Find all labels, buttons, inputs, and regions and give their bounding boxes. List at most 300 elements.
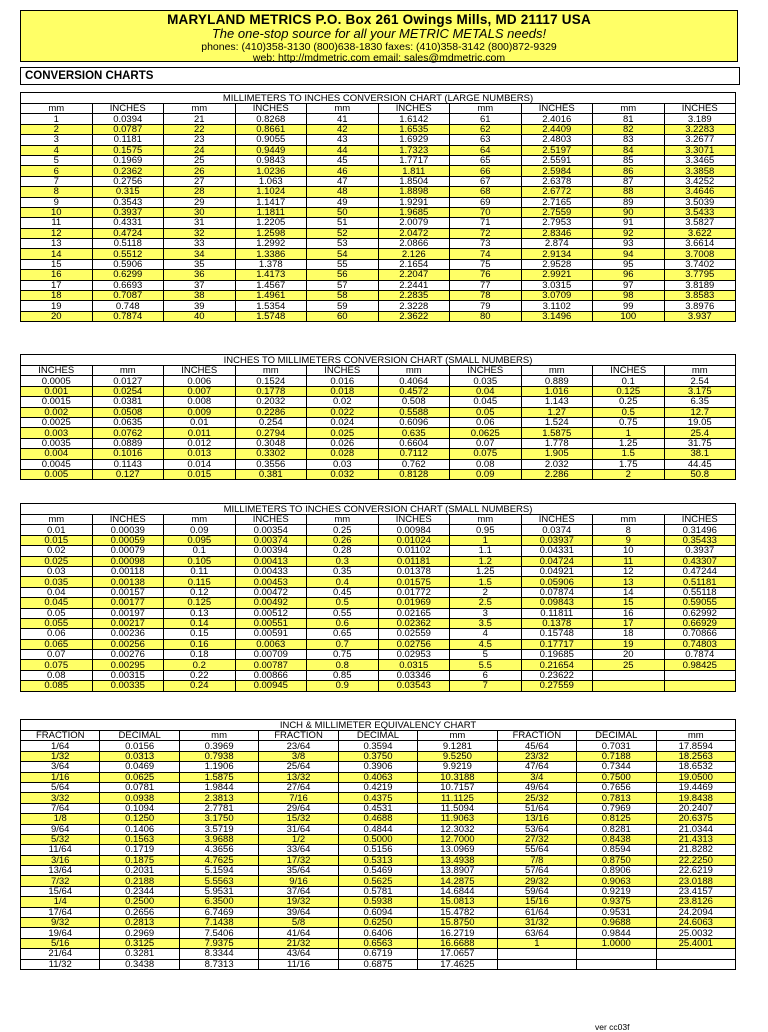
- table-cell: 13: [593, 577, 665, 587]
- table-cell: 0.3438: [100, 959, 179, 969]
- table-cell: 13/64: [21, 866, 100, 876]
- table-header-row: [21, 366, 736, 376]
- table-cell: 33: [164, 239, 236, 249]
- table-cell: [593, 670, 665, 680]
- table-cell: 1.778: [521, 438, 593, 448]
- table-cell: 0.00472: [235, 587, 307, 597]
- table-cell: 1.2205: [235, 218, 307, 228]
- table-cell: 9.9219: [418, 762, 497, 772]
- table-cell: 0.00453: [235, 577, 307, 587]
- table-cell: 0.02756: [378, 639, 450, 649]
- table-cell: 19.0500: [656, 772, 736, 782]
- table-cell: 1/32: [21, 751, 100, 761]
- column-header: mm: [235, 366, 307, 376]
- table-cell: 0.16: [164, 639, 236, 649]
- table-cell: 0.127: [92, 469, 164, 479]
- table-cell: 0.016: [307, 376, 379, 386]
- table-cell: 27/32: [497, 834, 576, 844]
- table-cell: 1.0000: [577, 938, 656, 948]
- table-cell: 1/64: [21, 741, 100, 751]
- table-cell: 0.2362: [92, 166, 164, 176]
- table-cell: 0.045: [450, 397, 522, 407]
- table-cell: 0.3302: [235, 449, 307, 459]
- table-cell: 4.7625: [179, 855, 258, 865]
- table-cell: 5/64: [21, 782, 100, 792]
- table-cell: 0.85: [307, 670, 379, 680]
- table-cell: 3.7402: [664, 259, 736, 269]
- table-cell: 0.35: [307, 566, 379, 576]
- table-cell: 18: [21, 291, 93, 301]
- table-cell: 3.4252: [664, 176, 736, 186]
- table-cell: 50: [307, 207, 379, 217]
- table-cell: 0.5118: [92, 239, 164, 249]
- table-cell: 0.5781: [338, 886, 417, 896]
- table-cell: 0.125: [593, 386, 665, 396]
- table-cell: 7/8: [497, 855, 576, 865]
- table-cell: 3/8: [259, 751, 338, 761]
- table-cell: 0.01102: [378, 546, 450, 556]
- table-cell: 0.9055: [235, 135, 307, 145]
- table-cell: 14: [21, 249, 93, 259]
- table-cell: 0.5156: [338, 845, 417, 855]
- table-cell: 0.25: [593, 397, 665, 407]
- table-cell: 91: [593, 218, 665, 228]
- table-cell: 3.2283: [664, 124, 736, 134]
- table-row: [21, 438, 736, 448]
- table-cell: 20.6375: [656, 814, 736, 824]
- table-row: [21, 114, 736, 124]
- table-cell: 1.9844: [179, 782, 258, 792]
- table-cell: 3.622: [664, 228, 736, 238]
- table-cell: 0.03: [21, 566, 93, 576]
- table-cell: 12.7: [664, 407, 736, 417]
- table-cell: 2.5984: [521, 166, 593, 176]
- table-row: [21, 376, 736, 386]
- table-row: [21, 291, 736, 301]
- table-cell: 0.8438: [577, 834, 656, 844]
- table-cell: 2.7559: [521, 207, 593, 217]
- table-cell: 25: [593, 660, 665, 670]
- table-cell: 0.2286: [235, 407, 307, 417]
- table-cell: 0.1250: [100, 814, 179, 824]
- table-cell: 52: [307, 228, 379, 238]
- table-cell: 74: [450, 249, 522, 259]
- table-cell: 2.9921: [521, 270, 593, 280]
- table-cell: 0.28: [307, 546, 379, 556]
- company-web-email: web: http://mdmetric.com email: sales@mdmetric.com: [252, 52, 506, 65]
- column-header: INCHES: [307, 366, 379, 376]
- table-cell: 25.4: [664, 428, 736, 438]
- table-cell: 13.8907: [418, 866, 497, 876]
- table-cell: 96: [593, 270, 665, 280]
- table-cell: 32: [164, 228, 236, 238]
- table-cell: 3.5039: [664, 197, 736, 207]
- table-cell: 0.04921: [521, 566, 593, 576]
- table-cell: 3.4646: [664, 187, 736, 197]
- table-cell: 13.0969: [418, 845, 497, 855]
- table-cell: 0.22: [164, 670, 236, 680]
- table-cell: 7.1438: [179, 918, 258, 928]
- table-cell: 13/32: [259, 772, 338, 782]
- table-cell: 25.0032: [656, 928, 736, 938]
- table-cell: 0.0787: [92, 124, 164, 134]
- table-cell: 0.08: [21, 670, 93, 680]
- table-cell: 0.4688: [338, 814, 417, 824]
- table-row: [21, 587, 736, 597]
- table-cell: 1.6929: [378, 135, 450, 145]
- table-cell: 5/32: [21, 834, 100, 844]
- table-cell: 0.00157: [92, 587, 164, 597]
- table-cell: 0.105: [164, 556, 236, 566]
- table-row: [21, 897, 736, 907]
- table-cell: 17.4625: [418, 959, 497, 969]
- column-header: mm: [307, 104, 379, 114]
- table-cell: 14.6844: [418, 886, 497, 896]
- table-cell: 39: [164, 301, 236, 311]
- table-cell: 53: [307, 239, 379, 249]
- table-cell: 2.0866: [378, 239, 450, 249]
- table-cell: 2.5: [450, 598, 522, 608]
- table-cell: 3.2677: [664, 135, 736, 145]
- table-row: [21, 145, 736, 155]
- table-cell: 0.31496: [664, 525, 736, 535]
- table-cell: 11.5094: [418, 803, 497, 813]
- table-cell: 8.7313: [179, 959, 258, 969]
- table-row: [21, 239, 736, 249]
- table-cell: 55/64: [497, 845, 576, 855]
- table-cell: 14.2875: [418, 876, 497, 886]
- table-cell: 0.3937: [664, 546, 736, 556]
- table-cell: 0.3906: [338, 762, 417, 772]
- column-header: mm: [450, 515, 522, 525]
- table-cell: 3.0709: [521, 291, 593, 301]
- table-cell: 49/64: [497, 782, 576, 792]
- table-cell: 98: [593, 291, 665, 301]
- table-cell: 0.00354: [235, 525, 307, 535]
- table-cell: 18.2563: [656, 751, 736, 761]
- table-cell: 0.02165: [378, 608, 450, 618]
- table-cell: 5.9531: [179, 886, 258, 896]
- table-cell: 0.14: [164, 618, 236, 628]
- table-cell: 1.9685: [378, 207, 450, 217]
- table-cell: 1.2: [450, 556, 522, 566]
- table-cell: 23: [164, 135, 236, 145]
- table-cell: 21.4313: [656, 834, 736, 844]
- table-row: [21, 814, 736, 824]
- table-cell: 0.00591: [235, 629, 307, 639]
- table-cell: 0.62992: [664, 608, 736, 618]
- table-cell: 0.8661: [235, 124, 307, 134]
- table-cell: 3.7008: [664, 249, 736, 259]
- table-cell: 0.3125: [100, 938, 179, 948]
- table-cell: 99: [593, 301, 665, 311]
- table-cell: 0.6250: [338, 918, 417, 928]
- table-cell: 0.7112: [378, 449, 450, 459]
- table-row: [21, 949, 736, 959]
- table-cell: 0.00945: [235, 681, 307, 691]
- table-header-row: [21, 104, 736, 114]
- table-cell: 71: [450, 218, 522, 228]
- table-cell: 0.7874: [664, 650, 736, 660]
- table-cell: 0.035: [21, 577, 93, 587]
- inch-mm-equivalency-table: [20, 719, 736, 970]
- table-row: [21, 311, 736, 321]
- table-cell: 5.5563: [179, 876, 258, 886]
- table-cell: 43: [307, 135, 379, 145]
- table-cell: 0.00217: [92, 618, 164, 628]
- table-cell: 17/32: [259, 855, 338, 865]
- column-header: mm: [593, 104, 665, 114]
- table-cell: 0.7344: [577, 762, 656, 772]
- table-cell: 41: [307, 114, 379, 124]
- table-cell: 1/4: [21, 897, 100, 907]
- table-cell: 0.085: [21, 681, 93, 691]
- table-cell: 0.03543: [378, 681, 450, 691]
- table-cell: 0.2031: [100, 866, 179, 876]
- table-cell: 5/8: [259, 918, 338, 928]
- table-cell: 24.6063: [656, 918, 736, 928]
- table-cell: 25/64: [259, 762, 338, 772]
- table-cell: 87: [593, 176, 665, 186]
- table-cell: 0.00138: [92, 577, 164, 587]
- column-header: mm: [21, 515, 93, 525]
- table-cell: 0.1094: [100, 803, 179, 813]
- table-cell: 2.54: [664, 376, 736, 386]
- table-row: [21, 598, 736, 608]
- table-cell: 0.315: [92, 187, 164, 197]
- table-cell: 92: [593, 228, 665, 238]
- table-cell: 29/32: [497, 876, 576, 886]
- table-cell: 9.1281: [418, 741, 497, 751]
- column-header: mm: [307, 515, 379, 525]
- column-header: DECIMAL: [338, 731, 417, 741]
- table-cell: 50.8: [664, 469, 736, 479]
- table-cell: 0.9531: [577, 907, 656, 917]
- table-row: [21, 207, 736, 217]
- table-cell: 0.19685: [521, 650, 593, 660]
- table-cell: 2.2047: [378, 270, 450, 280]
- table-cell: 0.45: [307, 587, 379, 597]
- table-cell: 0.00197: [92, 608, 164, 618]
- table-cell: 38: [164, 291, 236, 301]
- table-cell: 61/64: [497, 907, 576, 917]
- table-cell: 0.115: [164, 577, 236, 587]
- table-cell: 38.1: [664, 449, 736, 459]
- table-cell: 10.3188: [418, 772, 497, 782]
- table-cell: 37: [164, 280, 236, 290]
- table-cell: 90: [593, 207, 665, 217]
- table-cell: 0.01024: [378, 535, 450, 545]
- table-cell: 13: [21, 239, 93, 249]
- table-cell: 0.0156: [100, 741, 179, 751]
- table-cell: 0.0469: [100, 762, 179, 772]
- table-cell: 0.00374: [235, 535, 307, 545]
- table-cell: 3.1102: [521, 301, 593, 311]
- table-row: [21, 187, 736, 197]
- table-header-row: [21, 515, 736, 525]
- table-cell: 5: [21, 155, 93, 165]
- table-cell: 0.6: [307, 618, 379, 628]
- table-cell: 0.025: [21, 556, 93, 566]
- table-cell: 0.055: [21, 618, 93, 628]
- table-cell: 0.0625: [100, 772, 179, 782]
- column-header: mm: [664, 366, 736, 376]
- table-cell: 0.75: [307, 650, 379, 660]
- table-cell: 69: [450, 197, 522, 207]
- table-title-row: [21, 355, 736, 366]
- table-cell: 1.4567: [235, 280, 307, 290]
- table-cell: 0.008: [164, 397, 236, 407]
- mm-to-inches-large-table: [20, 92, 736, 322]
- table-cell: 2.8346: [521, 228, 593, 238]
- table-cell: 0.095: [164, 535, 236, 545]
- table-cell: 1.143: [521, 397, 593, 407]
- table-cell: 62: [450, 124, 522, 134]
- table-cell: 0.00787: [235, 660, 307, 670]
- table-row: [21, 459, 736, 469]
- table-cell: 0.3750: [338, 751, 417, 761]
- table-cell: 65: [450, 155, 522, 165]
- table-cell: 17: [593, 618, 665, 628]
- table-cell: 0.1524: [235, 376, 307, 386]
- table-cell: 0.7500: [577, 772, 656, 782]
- table-cell: 0.3556: [235, 459, 307, 469]
- table-cell: 21: [164, 114, 236, 124]
- table-cell: 15.0813: [418, 897, 497, 907]
- table-cell: 42: [307, 124, 379, 134]
- table-cell: 82: [593, 124, 665, 134]
- column-header: INCHES: [378, 515, 450, 525]
- table-cell: 1: [497, 938, 576, 948]
- table-cell: 2.874: [521, 239, 593, 249]
- column-header: INCHES: [593, 366, 665, 376]
- table-cell: 0.09843: [521, 598, 593, 608]
- table-cell: 0.002: [21, 407, 93, 417]
- table-cell: 0.03: [307, 459, 379, 469]
- table-cell: 0.075: [450, 449, 522, 459]
- table-cell: 0.5938: [338, 897, 417, 907]
- table-cell: 0.6563: [338, 938, 417, 948]
- table-cell: 15.4782: [418, 907, 497, 917]
- table-cell: 21/32: [259, 938, 338, 948]
- table-row: [21, 155, 736, 165]
- table-cell: 2.032: [521, 459, 593, 469]
- table-cell: 49: [307, 197, 379, 207]
- table-cell: 0.3281: [100, 949, 179, 959]
- table-cell: 100: [593, 311, 665, 321]
- table-cell: 1.6535: [378, 124, 450, 134]
- table-cell: 2.2835: [378, 291, 450, 301]
- company-header: [20, 10, 738, 65]
- column-header: INCHES: [521, 104, 593, 114]
- table-cell: 0.07874: [521, 587, 593, 597]
- table-cell: 2.3228: [378, 301, 450, 311]
- table-cell: 0.55: [307, 608, 379, 618]
- table-cell: 1.1: [450, 546, 522, 556]
- column-header: INCHES: [521, 515, 593, 525]
- table-cell: 0.27559: [521, 681, 593, 691]
- table-cell: 15/16: [497, 897, 576, 907]
- table-cell: 95: [593, 259, 665, 269]
- table-cell: 0.43307: [664, 556, 736, 566]
- table-cell: 2.9528: [521, 259, 593, 269]
- table-cell: 0.8281: [577, 824, 656, 834]
- table-cell: 0.8128: [378, 469, 450, 479]
- table-cell: 0.748: [92, 301, 164, 311]
- table-cell: 0.0781: [100, 782, 179, 792]
- table-cell: 0.5469: [338, 866, 417, 876]
- table-cell: 0.6719: [338, 949, 417, 959]
- table-cell: 3.5433: [664, 207, 736, 217]
- table-cell: 19/32: [259, 897, 338, 907]
- table-cell: 2.6772: [521, 187, 593, 197]
- table-row: [21, 535, 736, 545]
- table-cell: 2.7165: [521, 197, 593, 207]
- table-cell: 0.4064: [378, 376, 450, 386]
- table-cell: 0.635: [378, 428, 450, 438]
- table-cell: 0.032: [307, 469, 379, 479]
- table-cell: 20: [21, 311, 93, 321]
- table-cell: 0.1575: [92, 145, 164, 155]
- table-cell: 2.2441: [378, 280, 450, 290]
- column-header: mm: [179, 731, 258, 741]
- table-cell: 1.3386: [235, 249, 307, 259]
- table-cell: 46: [307, 166, 379, 176]
- table-cell: 9/32: [21, 918, 100, 928]
- table-cell: 84: [593, 145, 665, 155]
- table-row: [21, 762, 736, 772]
- table-cell: 0.7874: [92, 311, 164, 321]
- table-cell: 1.1417: [235, 197, 307, 207]
- table-cell: 66: [450, 166, 522, 176]
- table-cell: 1.0236: [235, 166, 307, 176]
- table-cell: 5.5: [450, 660, 522, 670]
- table-cell: 0.022: [307, 407, 379, 417]
- table-cell: 53/64: [497, 824, 576, 834]
- table-cell: 1.5875: [521, 428, 593, 438]
- table-cell: 11/64: [21, 845, 100, 855]
- table-cell: 3.6614: [664, 239, 736, 249]
- table-row: [21, 845, 736, 855]
- table-cell: 25.4001: [656, 938, 736, 948]
- table-cell: 0.254: [235, 417, 307, 427]
- table-cell: 17/64: [21, 907, 100, 917]
- table-cell: 2.286: [521, 469, 593, 479]
- table-cell: 0.4572: [378, 386, 450, 396]
- table-cell: 1.524: [521, 417, 593, 427]
- table-cell: 1: [450, 535, 522, 545]
- table-cell: 11.9063: [418, 814, 497, 824]
- table-cell: 58: [307, 291, 379, 301]
- table-cell: 0.0381: [92, 397, 164, 407]
- table-cell: 0.2: [164, 660, 236, 670]
- table-cell: 16.6688: [418, 938, 497, 948]
- column-header: FRACTION: [21, 731, 100, 741]
- table-cell: 0.00335: [92, 681, 164, 691]
- table-cell: 31.75: [664, 438, 736, 448]
- table-row: [21, 135, 736, 145]
- table-cell: 59: [307, 301, 379, 311]
- table-row: [21, 566, 736, 576]
- table-cell: 17.8594: [656, 741, 736, 751]
- table-cell: 47/64: [497, 762, 576, 772]
- table-cell: 0.3937: [92, 207, 164, 217]
- table-cell: 5/16: [21, 938, 100, 948]
- table-cell: 0.1969: [92, 155, 164, 165]
- table-row: [21, 741, 736, 751]
- table-cell: 15.8750: [418, 918, 497, 928]
- table-cell: 23/64: [259, 741, 338, 751]
